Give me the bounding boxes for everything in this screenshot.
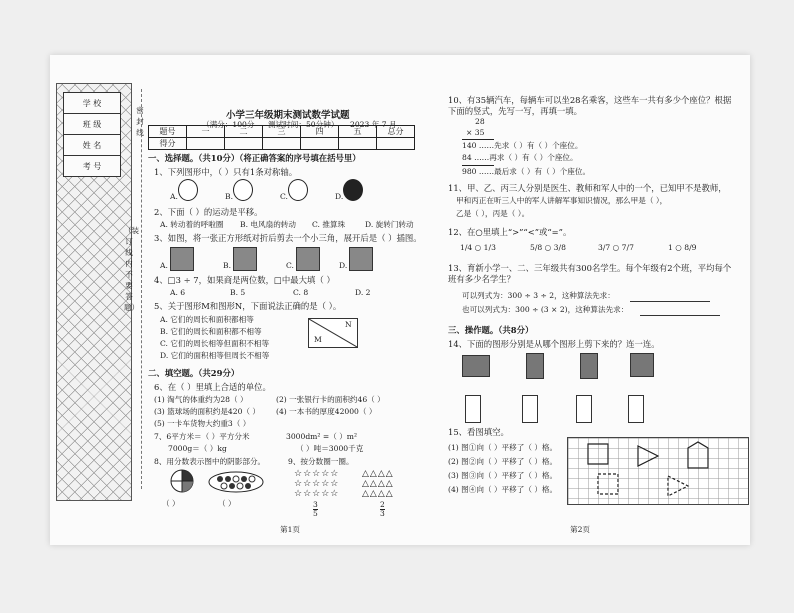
calc-line-2: × 35 bbox=[466, 128, 485, 137]
fraction-three-fifths bbox=[313, 501, 318, 518]
q7-item-2: 3000dm² =（ ）m² bbox=[286, 432, 358, 441]
student-info-table bbox=[63, 92, 121, 177]
option-label: A. bbox=[170, 192, 178, 201]
figure-m-label: M bbox=[314, 335, 322, 344]
score-cell[interactable] bbox=[339, 138, 377, 150]
school-label: 学 校 bbox=[64, 93, 121, 114]
shape-gourd bbox=[526, 353, 544, 379]
question-15: 15、看图填空。 bbox=[448, 427, 509, 437]
option-label: D. bbox=[339, 261, 348, 270]
cut-piece-1 bbox=[465, 395, 481, 423]
calc-line-1: 28 bbox=[475, 117, 485, 126]
oval-dots-figure bbox=[208, 471, 264, 493]
fraction-numerator: 2 bbox=[380, 500, 385, 509]
triangles-figure: △△△△ △△△△ △△△△ bbox=[362, 469, 394, 499]
q15-item-3: (3) 图③向（ ）平移了（ ）格。 bbox=[448, 471, 558, 480]
figure-a-icon bbox=[178, 179, 198, 201]
diagonal-line bbox=[309, 319, 357, 347]
question-4: 4、□3 ÷ 7，如果商是两位数，□中最大填（ ） bbox=[154, 275, 335, 285]
question-10: 10、有35辆汽车，每辆车可以坐28名乘客，这些车一共有多少个座位？根据下面的竖式，先写一写，再填一填。 bbox=[448, 95, 732, 116]
q15-item-2: (2) 图②向（ ）平移了（ ）格。 bbox=[448, 457, 558, 466]
cut-piece-4 bbox=[628, 395, 644, 423]
circle-pie-figure bbox=[170, 469, 194, 493]
question-9: 9、按分数圈一圈。 bbox=[288, 457, 354, 466]
answer-blank-1[interactable]: （ ） bbox=[162, 499, 180, 508]
exam-date: 2023 年 7 月 bbox=[350, 120, 397, 129]
calc-rule bbox=[462, 139, 494, 140]
option-c: C. 它们的周长相等但面积不相等 bbox=[160, 339, 270, 348]
grid-shapes bbox=[568, 438, 748, 504]
fold-figure-b bbox=[233, 247, 257, 271]
exam-number-label: 考 号 bbox=[64, 156, 121, 177]
figure-mn bbox=[308, 318, 358, 348]
score-header-cell: 题号 bbox=[149, 126, 187, 138]
question-8: 8、用分数表示图中的阴影部分。 bbox=[154, 457, 266, 466]
question-11-line-3: 乙是（ ），丙是（ ）。 bbox=[456, 209, 530, 218]
score-header-cell: 五 bbox=[339, 126, 377, 138]
score-header-cell: 总分 bbox=[377, 126, 415, 138]
question-5: 5、关于图形M和图形N，下面说法正确的是（ ）。 bbox=[154, 301, 342, 311]
q6-item-3: (3) 篮球场的面积约是420（ ） bbox=[154, 407, 261, 416]
compare-item-1[interactable]: 1/4 ○ 1/3 bbox=[460, 243, 496, 252]
binding-warning-text: （装 订 线 内 不 要 答 题） bbox=[124, 226, 139, 312]
q6-item-5: (5) 一卡车货物大约重3（ ） bbox=[154, 419, 251, 428]
score-header-cell: 四 bbox=[301, 126, 339, 138]
question-12: 12、在○里填上“>”“<”或“=”。 bbox=[448, 227, 572, 237]
seal-dash-line bbox=[141, 89, 142, 489]
q6-item-1: (1) 淘气的体重约为28（ ） bbox=[154, 395, 248, 404]
question-7: 7、6平方米＝（ ）平方分米 bbox=[154, 432, 250, 441]
shape-clover bbox=[462, 355, 490, 377]
q13-answer-2[interactable] bbox=[640, 307, 720, 316]
option-label: B. bbox=[225, 192, 233, 201]
option-label: C. bbox=[280, 192, 288, 201]
section-choice-heading: 一、选择题。（共10分）（将正确答案的序号填在括号里） bbox=[148, 153, 361, 163]
q15-item-1: (1) 图①向（ ）平移了（ ）格。 bbox=[448, 443, 558, 452]
compare-item-3[interactable]: 3/7 ○ 7/7 bbox=[598, 243, 634, 252]
full-score: （满分：100分 bbox=[202, 120, 255, 129]
q7-item-4: （ ）吨＝3000千克 bbox=[296, 444, 364, 453]
score-cell[interactable] bbox=[187, 138, 225, 150]
score-header-cell: 三 bbox=[263, 126, 301, 138]
score-cell[interactable] bbox=[377, 138, 415, 150]
answer-blank-2[interactable]: （ ） bbox=[218, 499, 236, 508]
fold-figure-c bbox=[296, 247, 320, 271]
option-d: D. 2 bbox=[355, 288, 371, 297]
q6-item-4: (4) 一本书的厚度42000（ ） bbox=[276, 407, 377, 416]
score-row-label: 得分 bbox=[149, 138, 187, 150]
fraction-two-thirds bbox=[380, 501, 385, 518]
test-time: 测试时间：50分钟） bbox=[268, 120, 339, 129]
cut-piece-2 bbox=[522, 395, 538, 423]
option-c: C. 8 bbox=[293, 288, 309, 297]
cut-piece-3 bbox=[576, 395, 592, 423]
option-c: C. 推算珠 bbox=[312, 220, 346, 229]
option-a: A. 它们的周长和面积都相等 bbox=[160, 315, 254, 324]
question-3: 3、如图，将一张正方形纸对折后剪去一个小三角，展开后是（ ）插图。 bbox=[154, 233, 422, 243]
score-cell[interactable] bbox=[263, 138, 301, 150]
option-label: A. bbox=[160, 261, 168, 270]
score-table bbox=[148, 125, 415, 150]
shape-eight bbox=[580, 353, 598, 379]
name-label: 姓 名 bbox=[64, 135, 121, 156]
page-number-right: 第2页 bbox=[570, 525, 591, 534]
option-a: A. 6 bbox=[170, 288, 186, 297]
exam-paper bbox=[50, 55, 750, 545]
option-label: D. bbox=[335, 192, 344, 201]
question-14: 14、下面的图形分别是从哪个图形上剪下来的？连一连。 bbox=[448, 339, 660, 349]
score-cell[interactable] bbox=[301, 138, 339, 150]
score-header-cell: 二 bbox=[225, 126, 263, 138]
figure-n-label: N bbox=[345, 320, 352, 329]
fold-figure-d bbox=[349, 247, 373, 271]
question-11: 11、甲、乙、丙三人分别是医生、教师和军人中的一个，已知甲不是教师， bbox=[448, 183, 727, 193]
fraction-denominator: 3 bbox=[380, 509, 385, 518]
calc-line-4: 84 ……再求（ ）有（ ）个座位。 bbox=[462, 153, 578, 162]
q13-method-2: 也可以列式为：300 ÷ (3 × 2)，这种算法先求： bbox=[462, 305, 629, 314]
question-6: 6、在（ ）里填上合适的单位。 bbox=[154, 382, 271, 392]
class-label: 班 级 bbox=[64, 114, 121, 135]
compare-item-2[interactable]: 5/8 ○ 3/8 bbox=[530, 243, 566, 252]
option-b: B. 它们的周长和面积都不相等 bbox=[160, 327, 262, 336]
stars-figure: ☆☆☆☆☆ ☆☆☆☆☆ ☆☆☆☆☆ bbox=[294, 469, 340, 499]
score-cell[interactable] bbox=[225, 138, 263, 150]
question-1: 1、下列图形中，（ ）只有1条对称轴。 bbox=[154, 167, 298, 177]
page-number-left: 第1页 bbox=[280, 525, 301, 534]
option-b: B. 5 bbox=[230, 288, 246, 297]
q13-method-1: 可以列式为：300 ÷ 3 ÷ 2，这种算法先求： bbox=[462, 291, 615, 300]
question-2: 2、下面（ ）的运动是平移。 bbox=[154, 207, 263, 217]
q6-item-2: (2) 一张银行卡的面积约46（ ） bbox=[276, 395, 385, 404]
exam-title: 小学三年级期末测试数学试题 bbox=[226, 110, 350, 121]
option-d: D. 它们的面积相等但周长不相等 bbox=[160, 351, 270, 360]
question-13: 13、育新小学一、二、三年级共有300名学生。每个年级有2个班，平均每个班有多少名学生？ bbox=[448, 263, 732, 284]
translation-grid bbox=[567, 437, 749, 505]
option-label: B. bbox=[223, 261, 231, 270]
calc-line-3: 140 ……先求（ ）有（ ）个座位。 bbox=[462, 141, 583, 150]
option-label: C. bbox=[286, 261, 294, 270]
option-a: A. 转动着的呼啦圈 bbox=[160, 220, 224, 229]
calc-rule bbox=[462, 165, 494, 166]
score-header-cell: 一 bbox=[187, 126, 225, 138]
q13-answer-1[interactable] bbox=[630, 293, 710, 302]
fraction-numerator: 3 bbox=[313, 500, 318, 509]
q15-item-4: (4) 图④向（ ）平移了（ ）格。 bbox=[448, 485, 558, 494]
section-operation-heading: 三、操作题。（共8分） bbox=[448, 325, 534, 335]
fold-figure-a bbox=[170, 247, 194, 271]
seal-line-text: 密 封 线 bbox=[136, 106, 144, 137]
figure-d-icon bbox=[343, 179, 363, 201]
compare-item-4[interactable]: 1 ○ 8/9 bbox=[668, 243, 697, 252]
q7-item-3: 7000g＝（ ）kg bbox=[168, 444, 227, 453]
question-11-line-2: 甲和丙正在听三人中的军人讲解军事知识情况，那么甲是（ ）， bbox=[456, 196, 668, 205]
option-d: D. 旋转门转动 bbox=[365, 220, 414, 229]
figure-b-icon bbox=[233, 179, 253, 201]
option-b: B. 电风扇的转动 bbox=[240, 220, 296, 229]
fraction-denominator: 5 bbox=[313, 509, 318, 518]
shape-heart bbox=[630, 353, 654, 377]
figure-c-icon bbox=[288, 179, 308, 201]
binding-strip bbox=[56, 83, 139, 501]
calc-line-5: 980 ……最后求（ ）有（ ）个座位。 bbox=[462, 167, 591, 176]
section-fill-heading: 二、填空题。（共29分） bbox=[148, 368, 240, 378]
